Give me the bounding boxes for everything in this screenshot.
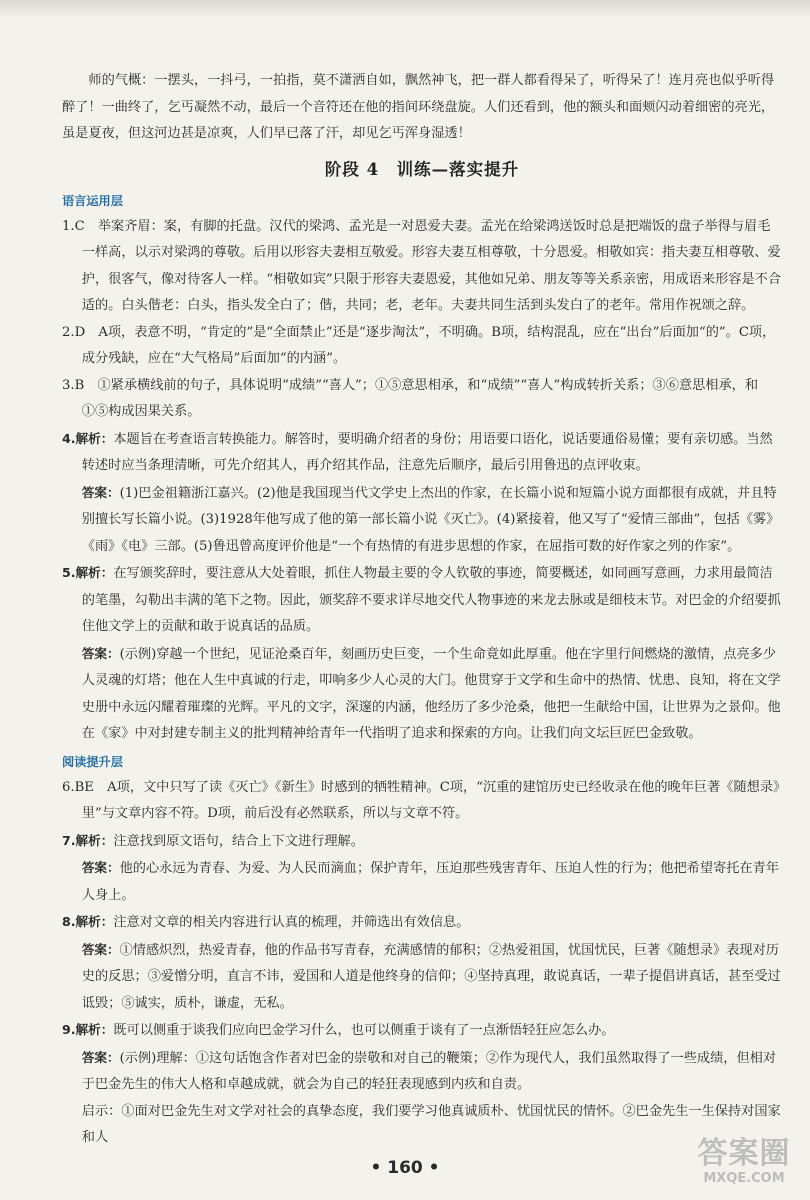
watermark-domain: MXQE.COM bbox=[703, 1171, 785, 1186]
analysis-text: 本题旨在考查语言转换能力。解答时，要明确介绍者的身份；用语要口语化，说话要通俗易懂；要有亲切感。当然转述时应当条理清晰，可先介绍其人，再介绍其作品，注意先后顺序，最后引用鲁迅的点评收束。 bbox=[81, 431, 773, 473]
answer-item-9-answer bbox=[62, 1045, 782, 1099]
watermark-logo bbox=[696, 1136, 792, 1186]
analysis-label: 7.解析： bbox=[62, 832, 114, 848]
answer-item-8 bbox=[62, 909, 782, 937]
answer-label: 答案： bbox=[81, 484, 120, 500]
analysis-text: 注意找到原文语句，结合上下文进行理解。 bbox=[113, 833, 364, 849]
analysis-text: 注意对文章的相关内容进行认真的梳理，并筛选出有效信息。 bbox=[113, 915, 470, 930]
analysis-label: 8.解析： bbox=[62, 914, 114, 929]
analysis-label: 4.解析： bbox=[62, 430, 114, 446]
answer-item-4 bbox=[62, 426, 782, 480]
answer-item-3: 3.B ①紧承横线前的句子，具体说明“成绩”“喜人”；①⑤意思相承，和“成绩”“喜人”构成转折关系；③⑥意思相承，和①⑤构成因果关系。 bbox=[62, 377, 759, 419]
answer-item-2: 2.D A项，表意不明，“肯定的”是“全面禁止”还是“逐步淘汰”，不明确。B项，结构混乱，应在“出台”后面加“的”。C项，成分残缺，应在“大气格局”后面加“的内涵”。 bbox=[62, 324, 776, 366]
page-number: • 160 • bbox=[370, 1158, 440, 1178]
analysis-text: 既可以侧重于谈我们应向巴金学习什么，也可以侧重于谈有了一点渐悟轻狂应怎么办。 bbox=[113, 1023, 615, 1038]
answer-item-6: 6.BE A项，文中只写了读《灭亡》《新生》时感到的牺牲精神。C项，“沉重的建馆历史已经收录在他的晚年巨著《随想录》里”与文章内容不符。D项，前后没有必然联系，所以与文章不符。 bbox=[62, 779, 780, 821]
answer-item-9-hint: 启示：①面对巴金先生对文学对社会的真挚态度，我们要学习他真诚质朴、忧国忧民的情怀。②巴金先生一生保持对国家和人 bbox=[81, 1103, 781, 1145]
answer-text: (1)巴金祖籍浙江嘉兴。(2)他是我国现当代文学史上杰出的作家，在长篇小说和短篇小说方面都很有成就，并且特别擅长写长篇小说。(3)1928年他写成了他的第一部长篇小说《灭亡》。(4)紧接着，他又写了“爱情三部曲”，包括《雾》《雨》《电》三部。(5)鲁迅曾高度评价他是“一个有热情的有进步思想的作家，在屈指可数的好作家之列的作家”。 bbox=[81, 485, 780, 554]
section-heading-language: 语言运用层 bbox=[62, 193, 123, 208]
analysis-text: 在写颁奖辞时，要注意从大处着眼，抓住人物最主要的令人钦敬的事迹，简要概述，如同画写意画，力求用最简洁的笔墨，勾勒出丰满的笔下之物。因此，颁奖辞不要求详尽地交代人物事迹的来龙去脉或是细枝末节。对巴金的介绍要抓住他文学上的贡献和敢于说真话的品质。 bbox=[81, 566, 781, 634]
analysis-label: 5.解析： bbox=[62, 565, 114, 580]
answer-text: ①情感炽烈，热爱青春，他的作品书写青春，充满感情的郁积；②热爱祖国，忧国忧民，巨著《随想录》表现对历史的反思；③爱憎分明，直言不讳，爱国和人道是他终身的信仰；④坚持真理，敢说真话，一辈子提倡讲真话，甚至受过诋毁；⑤诚实，质朴，谦虚，无私。 bbox=[81, 942, 781, 1011]
answer-item-9 bbox=[62, 1017, 782, 1045]
answer-item-5-answer bbox=[62, 641, 782, 748]
answer-item-7 bbox=[62, 828, 782, 856]
answer-text: (示例)穿越一个世纪，见证沧桑百年，刻画历史巨变，一个生命竟如此厚重。他在字里行间燃烧的激情，点亮多少人灵魂的灯塔；他在人生中真诚的行走，叩响多少人心灵的大门。他贯穿于文学和生命中的热情、忧患、良知，将在文学史册中永远闪耀着璀璨的光辉。平凡的文字，深邃的内涵，他经历了多少沧桑，他把一生献给中国，让世界为之景仰。他在《家》中对封建专制主义的批判精神给青年一代指明了追求和探索的方向。让我们向文坛巨匠巴金致敬。 bbox=[81, 646, 781, 741]
analysis-label: 9.解析： bbox=[62, 1022, 114, 1037]
intro-paragraph: 师的气概：一摆头，一抖弓，一拍指，莫不潇洒自如，飘然神飞，把一群人都看得呆了，听得呆了！连月亮也似乎听得醉了！一曲终了，乞丐凝然不动，最后一个音符还在他的指间环绕盘旋。人们还看到，他的额头和面颊闪动着细密的亮光，虽是夏夜，但这河边甚是凉爽，人们早已落了汗，却见乞丐浑身湿透！ bbox=[62, 73, 775, 141]
answer-item-5 bbox=[62, 560, 782, 641]
answer-item-1: 1.C 举案齐眉：案，有脚的托盘。汉代的梁鸿、孟光是一对恩爱夫妻。孟光在给梁鸿送饭时总是把端饭的盘子举得与眉毛一样高，以示对梁鸿的尊敬。后用以形容夫妻相互敬爱。形容夫妻互相尊敬，十分恩爱。相敬如宾：指夫妻互相尊敬、爱护，很客气，像对待客人一样。“相敬如宾”只限于形容夫妻恩爱，其他如兄弟、朋友等等关系亲密，用成语来形容是不合适的。白头偕老：白头，指头发全白了；偕，共同；老，老年。夫妻共同生活到头发白了的老年。常用作祝颂之辞。 bbox=[62, 218, 782, 313]
answer-text: 他的心永远为青春、为爱、为人民而滴血；保护青年，压迫那些残害青年、压迫人性的行为；他把希望寄托在青年人身上。 bbox=[81, 861, 779, 903]
answer-text: (示例)理解：①这句话饱含作者对巴金的崇敬和对自己的鞭策；②作为现代人，我们虽然取得了一些成绩，但相对于巴金先生的伟大人格和卓越成就，就会为自己的轻狂表现感到内疚和自责。 bbox=[81, 1050, 777, 1092]
answer-item-4-answer bbox=[62, 480, 782, 561]
watermark-text: 答案圈 bbox=[697, 1136, 791, 1171]
answer-item-8-answer bbox=[62, 937, 782, 1018]
answer-item-7-answer bbox=[62, 855, 782, 909]
section-heading-reading: 阅读提升层 bbox=[62, 754, 123, 769]
stage-title: 阶段 4 训练—落实提升 bbox=[324, 159, 520, 179]
answer-label: 答案： bbox=[81, 941, 120, 957]
answer-label: 答案： bbox=[81, 1049, 120, 1065]
page-content bbox=[62, 68, 782, 1152]
answer-label: 答案： bbox=[81, 860, 120, 875]
scan-top-edge bbox=[0, 0, 810, 18]
answer-label: 答案： bbox=[81, 645, 120, 661]
